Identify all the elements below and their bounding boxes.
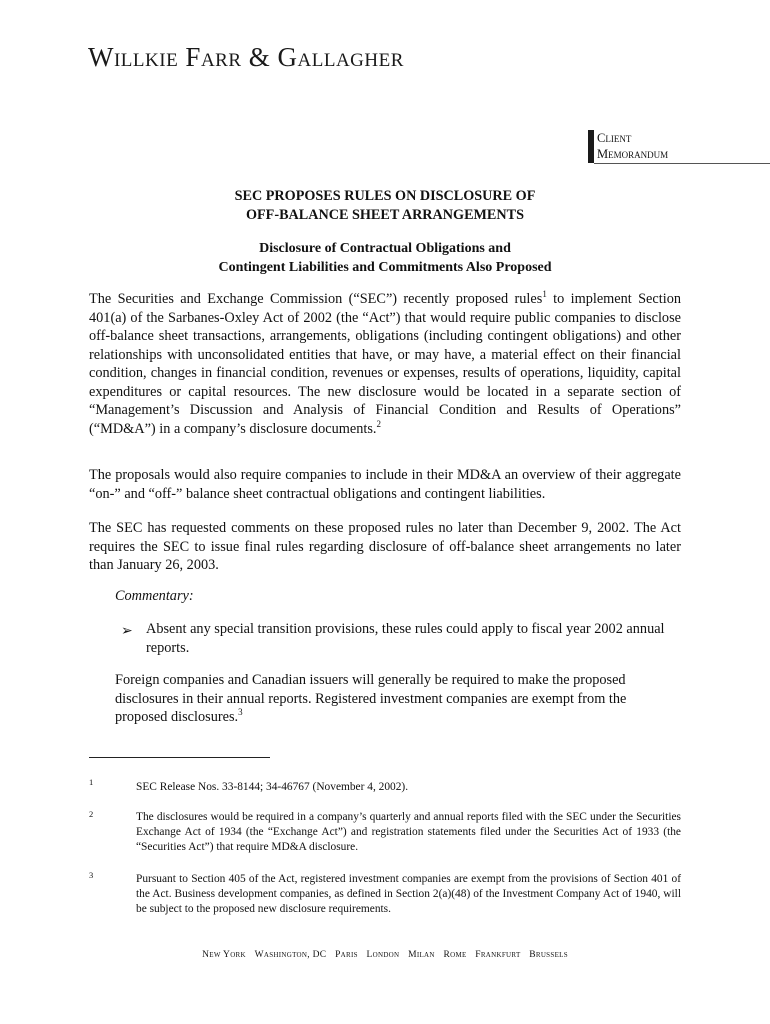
paragraph-proposals: The proposals would also require companies to include in their MD&A an overview of their aggregate “on-” and “off-” balance sheet contractual obligations and contingent liabilities. <box>89 467 681 502</box>
document-title <box>0 187 770 225</box>
footnote-text: Pursuant to Section 405 of the Act, registered investment companies are exempt from the provisions of Section 401 of the Act. Business development companies, as defined in Section 2(a)(48) of the Investment Company Act of 1940, will be subject to the proposed new disclosure requirements. <box>136 873 681 916</box>
footnote-number: 2 <box>89 809 94 819</box>
footnote-text: The disclosures would be required in a company’s quarterly and annual reports filed with the SEC under the Securities Exchange Act of 1934 (the “Exchange Act”) and registration statements filed under the Securities Act of 1933 (the “Securities Act”) that require MD&A disclosure. <box>136 811 681 854</box>
memo-label-line1: Client <box>597 131 632 145</box>
subtitle-line1: Disclosure of Contractual Obligations and <box>259 241 511 256</box>
office-location: Milan <box>408 950 435 960</box>
title-line2: OFF-BALANCE SHEET ARRANGEMENTS <box>245 207 524 223</box>
office-location: London <box>366 950 400 960</box>
commentary-label: Commentary: <box>115 588 194 604</box>
memo-label-line2: Memorandum <box>597 147 669 161</box>
paragraph-intro-part2: to implement Section 401(a) of the Sarbanes-Oxley Act of 2002 (the “Act”) that would require public companies to disclose off-balance sheet transactions, arrangements, obligations (including contingent obligations) and other relationships with unconsolidated entities that have, or may have, a material effect on their financial condition, changes in financial condition, revenues or expenses, results of operations, liquidity, capital expenditures or capital resources. The new disclosure would be located in a separate section of “Management’s Discussion and Analysis of Financial Condition and Results of Operations” (“MD&A”) in a company’s disclosure documents. <box>89 291 681 437</box>
memo-label-rule <box>594 163 770 164</box>
office-location: Brussels <box>529 950 568 960</box>
memo-label <box>597 130 668 162</box>
footnote-ref-1[interactable]: 1 <box>542 289 547 300</box>
office-location: Washington, DC <box>254 950 327 960</box>
arrow-bullet-icon: ➢ <box>121 624 133 639</box>
title-line1: SEC PROPOSES RULES ON DISCLOSURE OF <box>234 188 536 204</box>
footnote-text: SEC Release Nos. 33-8144; 34-46767 (November 4, 2002). <box>136 781 409 793</box>
paragraph-foreign <box>115 671 675 727</box>
paragraph-foreign-text: Foreign companies and Canadian issuers will generally be required to make the proposed disclosures in their annual reports. Registered investment companies are exempt from the proposed disclosures. <box>115 672 627 725</box>
paragraph-intro <box>89 290 681 438</box>
footnote-ref-2[interactable]: 2 <box>376 418 381 429</box>
paragraph-intro-part1: The Securities and Exchange Commission (“SEC”) recently proposed rules <box>89 291 543 307</box>
footnote-number: 3 <box>89 870 94 880</box>
footnote-divider <box>89 757 270 758</box>
footnote-number: 1 <box>89 777 94 787</box>
office-location: New York <box>202 950 246 960</box>
office-locations-footer <box>0 950 770 960</box>
document-subtitle <box>0 239 770 277</box>
subtitle-line2: Contingent Liabilities and Commitments Also Proposed <box>218 260 552 275</box>
office-location: Paris <box>335 950 358 960</box>
memo-label-bar <box>588 130 594 163</box>
office-location: Rome <box>443 950 467 960</box>
paragraph-comments: The SEC has requested comments on these proposed rules no later than December 9, 2002. The Act requires the SEC to issue final rules regarding disclosure of off-balance sheet arrangements no later than January 26, 2003. <box>89 520 681 573</box>
office-location: Frankfurt <box>475 950 521 960</box>
footnote-ref-3[interactable]: 3 <box>238 707 243 718</box>
bullet-item: Absent any special transition provisions, these rules could apply to fiscal year 2002 annual reports. <box>146 621 665 656</box>
firm-logo: Willkie Farr & Gallagher <box>88 42 404 72</box>
